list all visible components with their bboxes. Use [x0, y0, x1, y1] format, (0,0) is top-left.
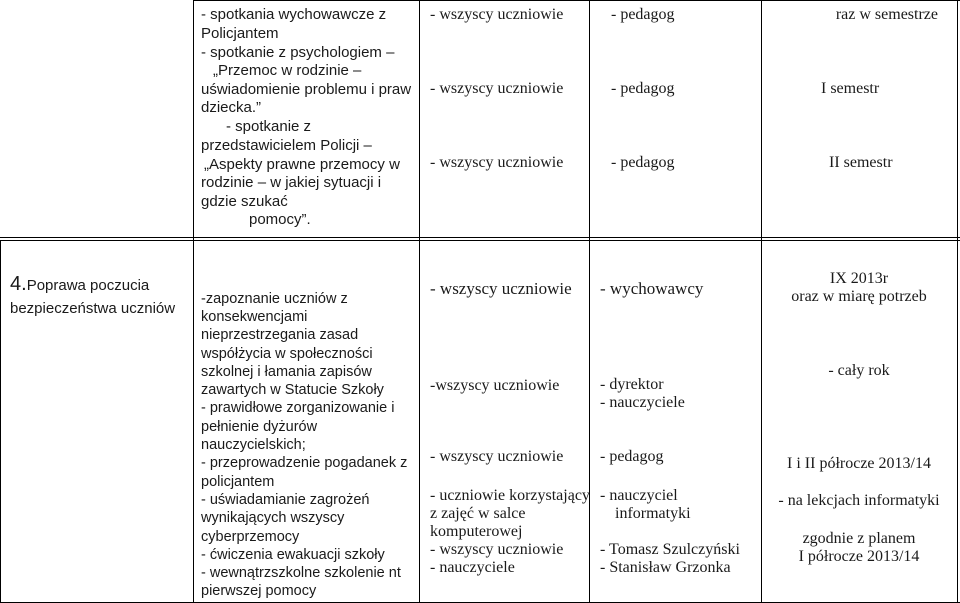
participant-line: - uczniowie korzystający	[430, 487, 590, 504]
row1-activity-line: gdzie szukać	[201, 193, 288, 210]
participant-line: - wszyscy uczniowie	[430, 279, 572, 298]
task-line: - przeprowadzenie pogadanek z	[201, 455, 408, 471]
row1-activity-line: dziecka.”	[201, 99, 262, 116]
task-line: - wewnątrzszkolne szkolenie nt	[201, 565, 401, 581]
task-line: pełnienie dyżurów	[201, 419, 318, 435]
task-line: cyberprzemocy	[201, 529, 300, 545]
responsible-line: - wychowawcy	[600, 279, 704, 298]
column-divider-1	[193, 0, 194, 603]
table-right-border	[957, 0, 958, 603]
top-border	[193, 0, 960, 1]
row1-date-line: raz w semestrze	[835, 6, 938, 23]
task-line: zawartych w Statucie Szkoły	[201, 382, 384, 398]
row1-activity-line: - spotkanie z	[226, 118, 312, 135]
row1-activity-line: rodzinie – w jakiej sytuacji i	[201, 174, 382, 191]
task-line: - ćwiczenia ewakuacji szkoły	[201, 547, 385, 563]
task-line: - prawidłowe zorganizowanie i	[201, 400, 395, 416]
row1-activity-line: przedstawicielem Policji –	[201, 137, 372, 154]
date-line: IX 2013r	[829, 270, 889, 287]
row1-responsible-line: - pedagog	[611, 80, 675, 97]
participant-line: -wszyscy uczniowie	[430, 377, 560, 394]
row1-activity-line: - spotkanie z psychologiem –	[201, 44, 395, 61]
row1-participant-line: - wszyscy uczniowie	[430, 6, 564, 23]
task-line: pierwszej pomocy	[201, 583, 317, 599]
row-divider-upper	[0, 237, 960, 238]
task-line: wynikających wszyscy	[201, 510, 345, 526]
task-line: - uświadamianie zagrożeń	[201, 492, 370, 508]
goal-title-line: bezpieczeństwa uczniów	[10, 300, 176, 317]
participant-line: - wszyscy uczniowie	[430, 541, 564, 558]
task-line: szkolnej i łamania zapisów	[201, 364, 372, 380]
date-line: - na lekcjach informatyki	[778, 492, 940, 509]
row1-activity-line: pomocy”.	[249, 211, 311, 228]
row1-activity-line: uświadomienie problemu i praw	[201, 81, 412, 98]
responsible-line: - dyrektor	[600, 376, 664, 393]
responsible-line: - nauczyciel	[600, 487, 678, 504]
goal-title-line: Poprawa poczucia	[26, 277, 150, 294]
date-line: zgodnie z planem	[802, 530, 916, 547]
task-line: współżycia w społeczności	[201, 346, 373, 362]
row1-activity-line: Policjantem	[201, 25, 279, 42]
participant-line: - wszyscy uczniowie	[430, 448, 564, 465]
date-line: - cały rok	[828, 362, 890, 379]
date-line: oraz w miarę potrzeb	[791, 288, 927, 305]
responsible-line: - Stanisław Grzonka	[600, 559, 731, 576]
row1-date-line: I semestr	[821, 80, 880, 97]
date-line: I i II półrocze 2013/14	[787, 455, 931, 472]
participant-line: z zajęć w salce	[430, 505, 526, 522]
participant-line: komputerowej	[430, 523, 523, 540]
table-left-border	[0, 240, 1, 603]
task-line: nauczycielskich;	[201, 437, 306, 453]
task-line: nieprzestrzegania zasad	[201, 327, 359, 343]
row1-activity-line: - spotkania wychowawcze z	[201, 6, 387, 23]
task-line: policjantem	[201, 474, 275, 490]
responsible-line: informatyki	[615, 505, 691, 522]
row1-activity-line: „Przemoc w rodzinie –	[213, 62, 362, 79]
row1-responsible-line: - pedagog	[611, 154, 675, 171]
responsible-line: - Tomasz Szulczyński	[600, 541, 740, 558]
row-divider-lower	[0, 240, 960, 241]
row1-activity-line: „Aspekty prawne przemocy w	[204, 156, 400, 173]
date-line: I półrocze 2013/14	[798, 548, 920, 565]
responsible-line: - nauczyciele	[600, 394, 685, 411]
row1-date-line: II semestr	[829, 154, 893, 171]
task-line: konsekwencjami	[201, 309, 308, 325]
responsible-line: - pedagog	[600, 448, 664, 465]
goal-number-text: 4.	[10, 273, 27, 295]
task-line: -zapoznanie uczniów z	[201, 291, 348, 307]
row1-participant-line: - wszyscy uczniowie	[430, 80, 564, 97]
row1-responsible-line: - pedagog	[611, 6, 675, 23]
row1-participant-line: - wszyscy uczniowie	[430, 154, 564, 171]
participant-line: - nauczyciele	[430, 559, 515, 576]
column-divider-2	[419, 0, 420, 603]
goal-number	[10, 273, 149, 297]
column-divider-3	[589, 0, 590, 603]
